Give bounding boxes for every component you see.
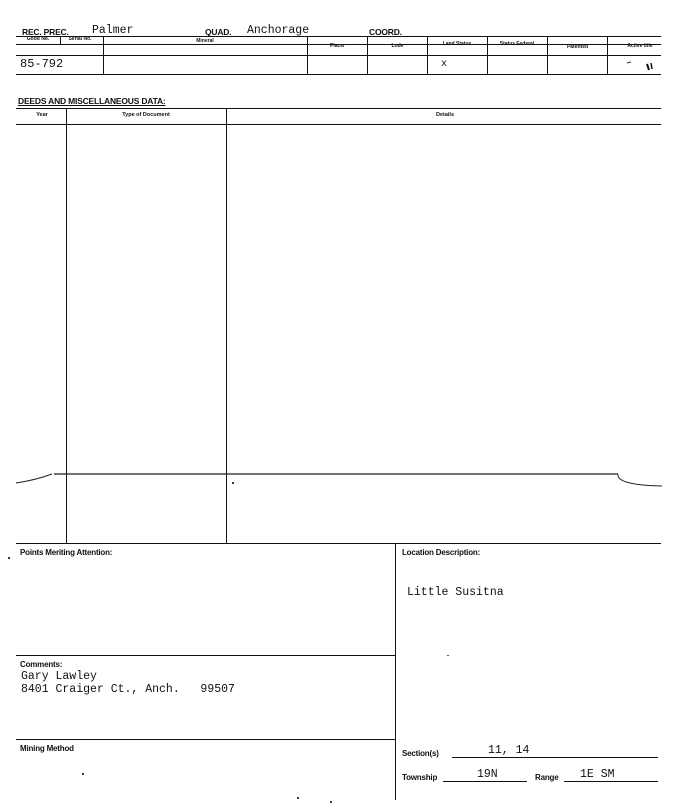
points-label: Points Meriting Attention: xyxy=(20,548,113,557)
township-value: 19N xyxy=(477,768,498,781)
comments-line-2: 8401 Craiger Ct., Anch. 99507 xyxy=(21,683,235,696)
col-active-title: Active title xyxy=(627,43,653,49)
coord-label: COORD. xyxy=(369,27,402,37)
mining-method-label: Mining Method xyxy=(20,744,74,753)
speck-2 xyxy=(447,655,449,656)
col-type-of-document: Type of Document xyxy=(122,112,170,118)
col-patented: Patented xyxy=(566,44,589,50)
rec-prec-label: REC. PREC. xyxy=(22,27,69,37)
col-lode: Lode xyxy=(391,43,404,49)
comments-label: Comments: xyxy=(20,660,63,669)
rec-prec-value: Palmer xyxy=(92,24,134,37)
range-label: Range xyxy=(535,773,559,782)
dot-3 xyxy=(82,773,84,775)
quad-value: Anchorage xyxy=(247,24,310,37)
location-value: Little Susitna xyxy=(407,586,504,599)
speck xyxy=(232,482,234,484)
col-goad-no: Good No. xyxy=(26,36,50,42)
range-value: 1E SM xyxy=(580,768,615,781)
col-serial-no: Serial No. xyxy=(68,36,92,42)
fold-line xyxy=(14,466,664,490)
deeds-title: DEEDS AND MISCELLANEOUS DATA: xyxy=(18,96,166,106)
goad-no-value: 85-792 xyxy=(20,57,64,71)
speck-4 xyxy=(297,797,299,799)
township-label: Township xyxy=(402,773,438,782)
sections-value: 11, 14 xyxy=(488,744,530,757)
pen-mark-icon xyxy=(625,60,655,72)
col-details: Details xyxy=(435,112,455,118)
col-year: Year xyxy=(36,112,48,118)
comments-line-1: Gary Lawley xyxy=(21,670,97,683)
sections-label: Section(s) xyxy=(402,749,439,758)
col-mineral: Mineral xyxy=(196,38,214,44)
land-status-value: x xyxy=(441,59,448,70)
col-land-status: Land Status xyxy=(442,41,472,47)
col-status-federal: Status Federal xyxy=(499,41,535,47)
dot xyxy=(8,557,10,559)
location-label: Location Description: xyxy=(402,548,481,557)
col-placer: Placer xyxy=(329,43,345,49)
quad-label: QUAD. xyxy=(205,27,232,37)
speck-5 xyxy=(330,801,332,803)
